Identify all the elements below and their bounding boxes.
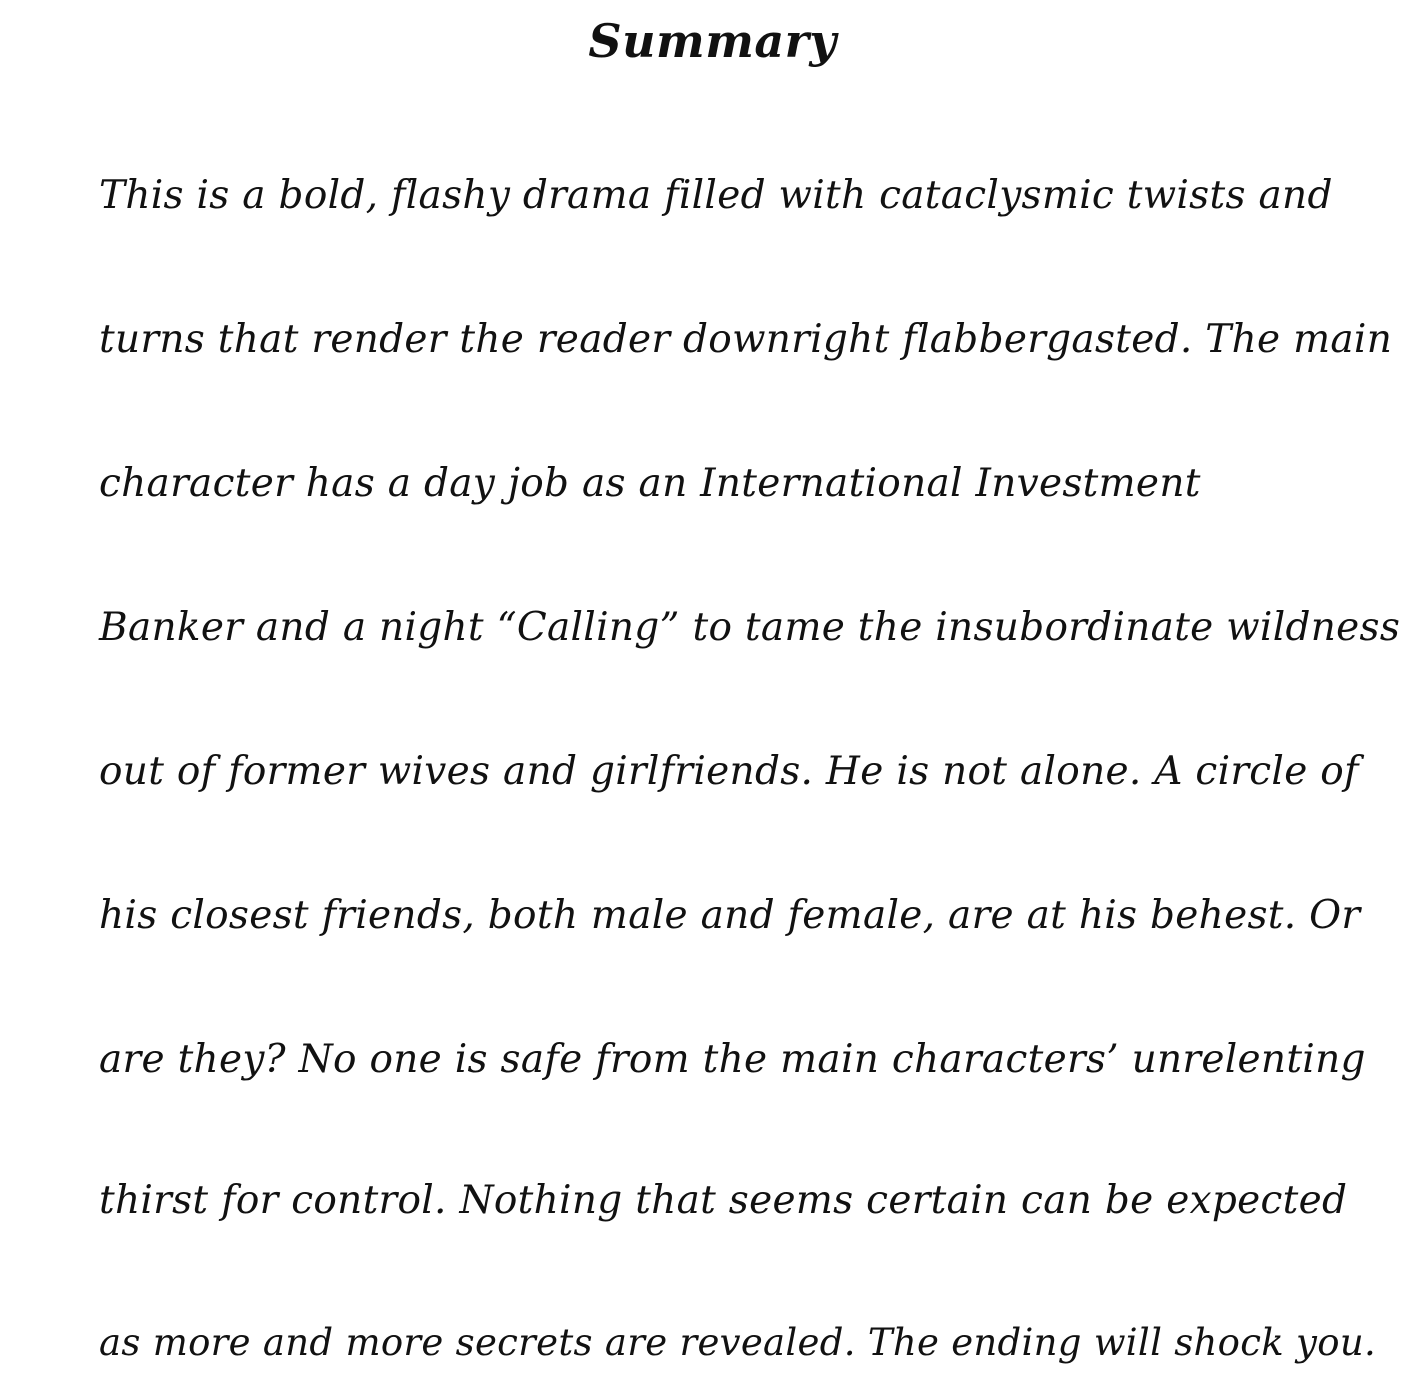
paragraph-line: out of former wives and girlfriends. He is not alone. A circle of (99, 749, 1359, 794)
paragraph-line: as more and more secrets are revealed. The ending will shock you. (99, 1321, 1377, 1364)
paragraph-line: turns that render the reader downright flabbergasted. The main (99, 317, 1393, 362)
paragraph-line: Banker and a night “Calling” to tame the insubordinate wildness (99, 605, 1401, 650)
paragraph-line: This is a bold, flashy drama filled with cataclysmic twists and (99, 173, 1333, 218)
page-title: Summary (588, 14, 837, 68)
paragraph-line: character has a day job as an International Investment (99, 461, 1201, 506)
paragraph-line: are they? No one is safe from the main characters’ unrelenting (99, 1037, 1366, 1082)
paragraph-line: his closest friends, both male and female, are at his behest. Or (99, 893, 1361, 938)
paragraph-line: thirst for control. Nothing that seems certain can be expected (99, 1178, 1348, 1223)
